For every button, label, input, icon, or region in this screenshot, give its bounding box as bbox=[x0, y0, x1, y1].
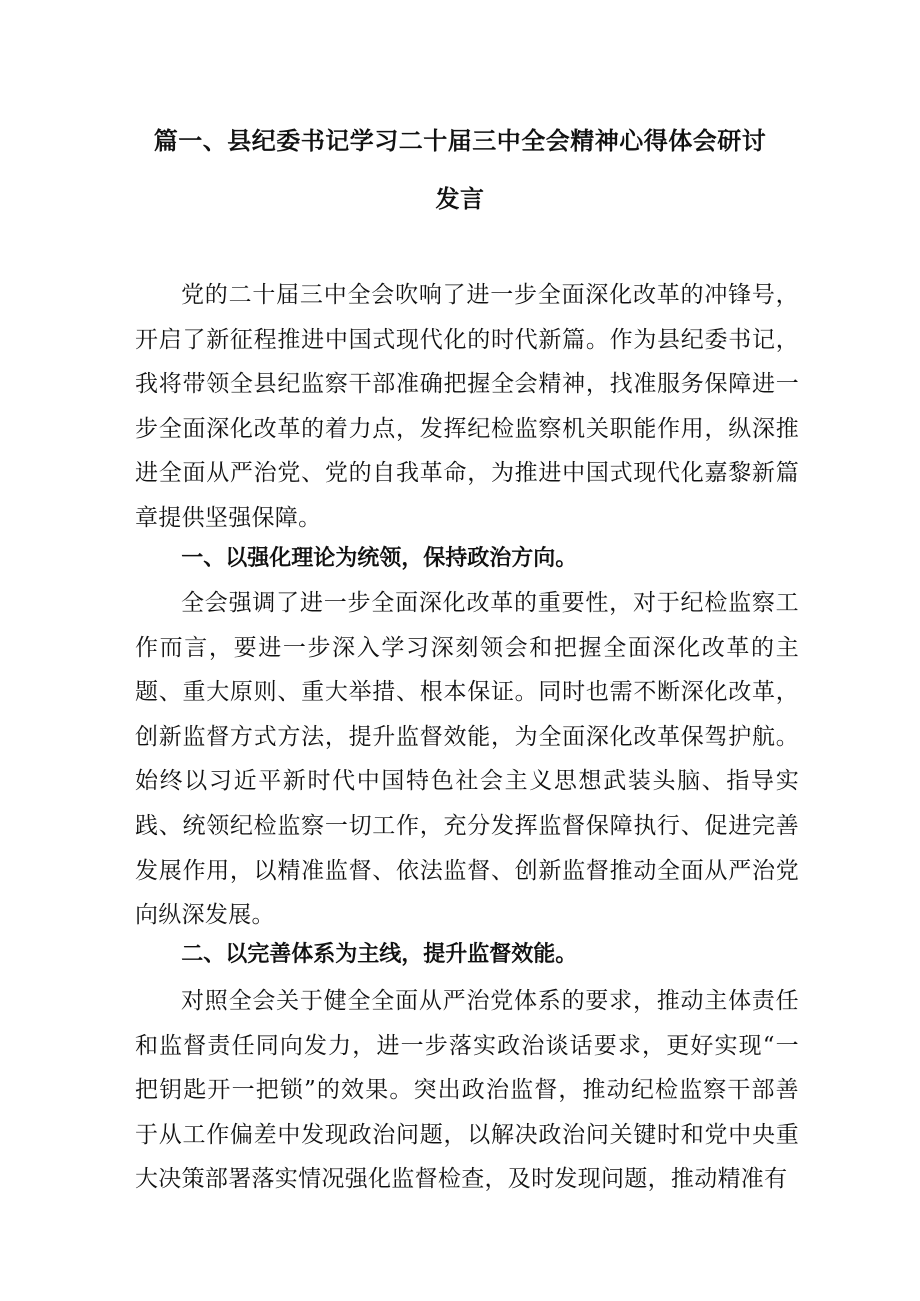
section-heading-1: 一、以强化理论为统领，保持政治方向。 bbox=[181, 546, 578, 571]
paragraph-intro: 党的二十届三中全会吹响了进一步全面深化改革的冲锋号，开启了新征程推进中国式现代化的时代新篇。作为县纪委书记，我将带领全县纪监察干部准确把握全会精神，找准服务保障进一步全面深化改革的着力点，发挥纪检监察机关职能作用，纵深推进全面从严治党、党的自我革命，为推进中国式现代化嘉黎新篇章提供坚强保障。 bbox=[135, 282, 799, 531]
document-title-line-1: 篇一、县纪委书记学习二十届三中全会精神心得体会研讨 bbox=[153, 127, 767, 155]
paragraph-section-1: 全会强调了进一步全面深化改革的重要性，对于纪检监察工作而言，要进一步深入学习深刻领会和把握全面深化改革的主题、重大原则、重大举措、根本保证。同时也需不断深化改革，创新监督方式方法，提升监督效能，为全面深化改革保驾护航。始终以习近平新时代中国特色社会主义思想武装头脑、指导实践、统领纪检监察一切工作，充分发挥监督保障执行、促进完善发展作用，以精准监督、依法监督、创新监督推动全面从严治党向纵深发展。 bbox=[135, 590, 799, 929]
document-title-line-2: 发言 bbox=[435, 185, 485, 213]
section-heading-2: 二、以完善体系为主线，提升监督效能。 bbox=[181, 942, 578, 967]
paragraph-section-2: 对照全会关于健全全面从严治党体系的要求，推动主体责任和监督责任同向发力，进一步落实政治谈话要求，更好实现“一把钥匙开一把锁”的效果。突出政治监督，推动纪检监察干部善于从工作偏差中发现政治问题，以解决政治问关键时和党中央重大决策部署落实情况强化监督检查，及时发现问题，推动精准有 bbox=[135, 988, 799, 1193]
